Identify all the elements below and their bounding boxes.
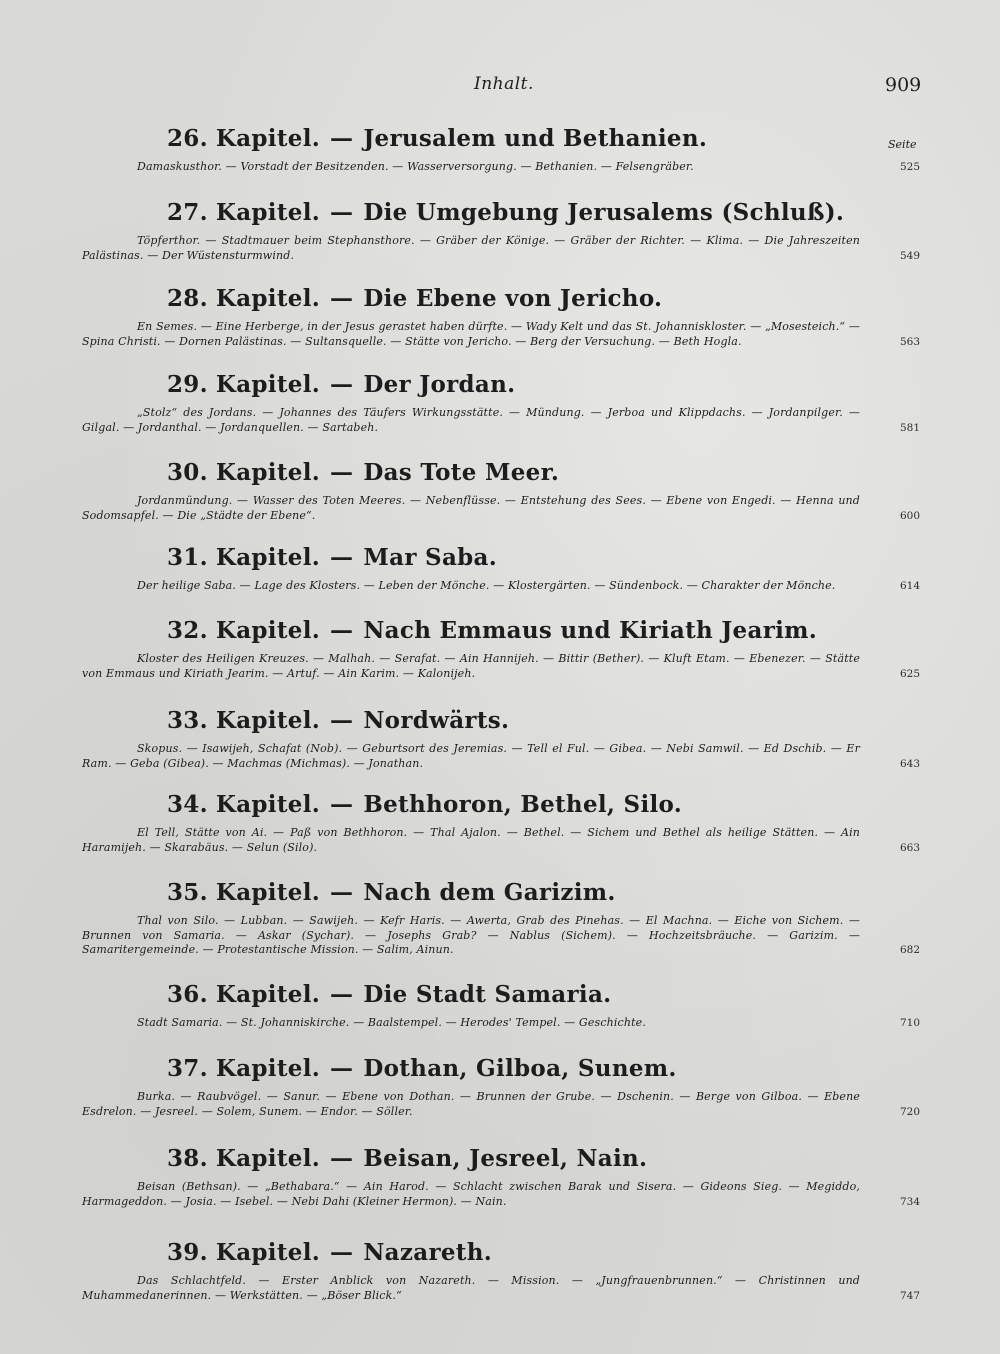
chapter-entry	[82, 122, 920, 175]
chapter-page-number: 614	[899, 580, 920, 592]
chapter-heading	[167, 1236, 920, 1270]
chapter-entry	[82, 1142, 920, 1209]
chapter-number: 31.	[167, 544, 208, 571]
chapter-dash: —	[330, 285, 354, 312]
chapter-dash: —	[330, 1239, 354, 1266]
chapter-kapitel-label: Kapitel.	[215, 707, 321, 734]
chapter-kapitel-label: Kapitel.	[215, 981, 321, 1008]
chapter-heading	[167, 456, 920, 490]
chapter-heading	[167, 876, 920, 910]
chapter-summary: Damaskusthor. — Vorstadt der Besitzenden. — Wasserversorgung. — Bethanien. — Felsengräber.	[137, 160, 694, 173]
chapter-number: 37.	[167, 1055, 208, 1082]
chapter-dash: —	[330, 544, 354, 571]
chapter-dash: —	[330, 1145, 354, 1172]
chapter-dash: —	[330, 981, 354, 1008]
chapter-summary: Töpferthor. — Stadtmauer beim Stephansthore. — Gräber der Könige. — Gräber der Richter. — Klima. — Die Jahreszeiten Palästinas. — Der Wüstensturmwind.	[82, 234, 860, 262]
chapter-entry	[82, 282, 920, 349]
chapter-page-number: 525	[899, 161, 920, 173]
chapter-body	[82, 579, 920, 594]
chapter-summary: Der heilige Saba. — Lage des Klosters. — Leben der Mönche. — Klostergärten. — Sündenbock. — Charakter der Mönche.	[137, 579, 836, 592]
chapter-number: 32.	[167, 617, 208, 644]
chapter-number: 26.	[167, 125, 208, 152]
chapter-body	[82, 914, 920, 958]
chapter-title: Die Stadt Samaria.	[363, 981, 612, 1008]
chapter-body	[82, 1090, 920, 1119]
chapter-kapitel-label: Kapitel.	[215, 125, 321, 152]
running-title: Inhalt.	[474, 74, 534, 94]
chapter-summary: El Tell, Stätte von Ai. — Paß von Bethhoron. — Thal Ajalon. — Bethel. — Sichem und Bethel als heilige Stätten. — Ain Haramijeh. — Skarabäus. — Selun (Silo).	[82, 826, 860, 854]
chapter-title: Nordwärts.	[363, 707, 510, 734]
chapter-entry	[82, 876, 920, 958]
chapter-number: 33.	[167, 707, 208, 734]
chapter-number: 39.	[167, 1239, 208, 1266]
chapter-summary: Das Schlachtfeld. — Erster Anblick von Nazareth. — Mission. — „Jungfrauenbrunnen.“ — Christinnen und Muhammedanerinnen. — Werkstätten. — „Böser Blick.“	[82, 1274, 860, 1302]
chapter-kapitel-label: Kapitel.	[215, 544, 321, 571]
chapter-summary: Skopus. — Isawijeh, Schafat (Nob). — Geburtsort des Jeremias. — Tell el Ful. — Gibea. — Nebi Samwil. — Ed Dschib. — Er Ram. — Geba (Gibea). — Machmas (Michmas). — Jonathan.	[82, 742, 860, 770]
chapter-heading	[167, 541, 920, 575]
chapter-entry	[82, 704, 920, 771]
chapter-kapitel-label: Kapitel.	[215, 879, 321, 906]
chapter-page-number: 734	[899, 1195, 920, 1208]
chapter-kapitel-label: Kapitel.	[215, 459, 321, 486]
chapter-kapitel-label: Kapitel.	[215, 1145, 321, 1172]
chapter-dash: —	[330, 791, 354, 818]
chapter-page-number: 663	[899, 841, 920, 854]
seite-column-label: Seite	[888, 138, 917, 151]
chapter-title: Das Tote Meer.	[363, 459, 560, 486]
chapter-number: 34.	[167, 791, 208, 818]
chapter-title: Bethhoron, Bethel, Silo.	[363, 791, 683, 818]
chapter-page-number: 563	[899, 335, 920, 348]
chapter-entry	[82, 1236, 920, 1303]
chapter-body	[82, 234, 920, 263]
chapter-kapitel-label: Kapitel.	[215, 1055, 321, 1082]
chapter-dash: —	[330, 1055, 354, 1082]
chapter-title: Der Jordan.	[363, 371, 516, 398]
chapter-title: Nach Emmaus und Kiriath Jearim.	[363, 617, 818, 644]
chapter-entry	[82, 368, 920, 435]
chapter-kapitel-label: Kapitel.	[215, 617, 321, 644]
chapter-dash: —	[330, 459, 354, 486]
chapter-summary: Thal von Silo. — Lubban. — Sawijeh. — Kefr Haris. — Awerta, Grab des Pinehas. — El Machna. — Eiche von Sichem. — Brunnen von Samaria. — Askar (Sychar). — Josephs Grab? — Nablus (Sichem). — Hochzeitsbräuche. — Garizim. — Samaritergemeinde. — Protestantische Mission. — Salim, Ainun.	[82, 914, 860, 956]
chapter-heading	[167, 704, 920, 738]
chapter-body	[82, 1180, 920, 1209]
chapter-kapitel-label: Kapitel.	[215, 199, 321, 226]
chapter-heading	[167, 196, 920, 230]
chapter-page-number: 625	[899, 667, 920, 680]
chapter-title: Mar Saba.	[363, 544, 498, 571]
chapter-dash: —	[330, 371, 354, 398]
chapter-page-number: 643	[899, 757, 920, 770]
chapter-title: Nazareth.	[363, 1239, 493, 1266]
chapter-number: 35.	[167, 879, 208, 906]
chapter-summary: Burka. — Raubvögel. — Sanur. — Ebene von Dothan. — Brunnen der Grube. — Dschenin. — Berge von Gilboa. — Ebene Esdrelon. — Jesreel. — Solem, Sunem. — Endor. — Söller.	[82, 1090, 860, 1118]
chapter-body	[82, 320, 920, 349]
chapter-page-number: 720	[899, 1105, 920, 1118]
chapter-page-number: 710	[899, 1017, 920, 1029]
chapter-entry	[82, 196, 920, 263]
chapter-summary: En Semes. — Eine Herberge, in der Jesus gerastet haben dürfte. — Wady Kelt und das St. Johanniskloster. — „Mosesteich.“ — Spina Christi. — Dornen Palästinas. — Sultansquelle. — Stätte von Jericho. — Berg der Versuchung. — Beth Hogla.	[82, 320, 860, 348]
chapter-dash: —	[330, 125, 354, 152]
chapter-kapitel-label: Kapitel.	[215, 285, 321, 312]
chapter-entry	[82, 614, 920, 681]
chapter-page-number: 682	[899, 944, 920, 956]
chapter-page-number: 600	[899, 509, 920, 522]
chapter-heading	[167, 978, 920, 1012]
chapter-heading	[167, 368, 920, 402]
chapter-kapitel-label: Kapitel.	[215, 791, 321, 818]
chapter-dash: —	[330, 879, 354, 906]
chapter-body	[82, 652, 920, 681]
chapter-summary: Beisan (Bethsan). — „Bethabara.“ — Ain Harod. — Schlacht zwischen Barak und Sisera. — Gideons Sieg. — Megiddo, Harmageddon. — Josia. — Isebel. — Nebi Dahi (Kleiner Hermon). — Nain.	[82, 1180, 860, 1208]
chapter-title: Die Umgebung Jerusalems (Schluß).	[363, 199, 845, 226]
chapter-number: 38.	[167, 1145, 208, 1172]
chapter-number: 36.	[167, 981, 208, 1008]
chapter-title: Beisan, Jesreel, Nain.	[363, 1145, 648, 1172]
chapter-summary: Jordanmündung. — Wasser des Toten Meeres. — Nebenflüsse. — Entstehung des Sees. — Ebene von Engedi. — Henna und Sodomsapfel. — Die „Städte der Ebene“.	[82, 494, 860, 522]
chapter-entry	[82, 1052, 920, 1119]
chapter-number: 27.	[167, 199, 208, 226]
chapter-heading	[167, 614, 920, 648]
chapter-body	[82, 742, 920, 771]
chapter-kapitel-label: Kapitel.	[215, 371, 321, 398]
chapter-page-number: 549	[899, 249, 920, 262]
chapter-number: 29.	[167, 371, 208, 398]
chapter-heading	[167, 788, 920, 822]
chapter-body	[82, 826, 920, 855]
chapter-body	[82, 1016, 920, 1031]
chapter-body	[82, 406, 920, 435]
chapter-summary: Kloster des Heiligen Kreuzes. — Malhah. — Serafat. — Ain Hannijeh. — Bittir (Bether). — Kluft Etam. — Ebenezer. — Stätte von Emmaus und Kiriath Jearim. — Artuf. — Ain Karim. — Kalonijeh.	[82, 652, 860, 680]
chapter-body	[82, 1274, 920, 1303]
chapter-entry	[82, 541, 920, 594]
chapter-heading	[167, 1052, 920, 1086]
chapter-page-number: 747	[899, 1289, 920, 1302]
chapter-heading	[167, 1142, 920, 1176]
chapter-dash: —	[330, 617, 354, 644]
chapter-title: Nach dem Garizim.	[363, 879, 616, 906]
chapter-dash: —	[330, 199, 354, 226]
chapter-number: 28.	[167, 285, 208, 312]
chapter-title: Die Ebene von Jericho.	[363, 285, 663, 312]
chapter-body	[82, 494, 920, 523]
chapter-heading	[167, 122, 920, 156]
chapter-body	[82, 160, 920, 175]
chapter-summary: „Stolz“ des Jordans. — Johannes des Täufers Wirkungsstätte. — Mündung. — Jerboa und Klippdachs. — Jordanpilger. — Gilgal. — Jordanthal. — Jordanquellen. — Sartabeh.	[82, 406, 860, 434]
chapter-kapitel-label: Kapitel.	[215, 1239, 321, 1266]
chapter-entry	[82, 456, 920, 523]
page-number: 909	[885, 74, 922, 96]
chapter-entry	[82, 788, 920, 855]
chapter-title: Dothan, Gilboa, Sunem.	[363, 1055, 677, 1082]
chapter-heading	[167, 282, 920, 316]
chapter-entry	[82, 978, 920, 1031]
chapter-page-number: 581	[899, 421, 920, 434]
chapter-number: 30.	[167, 459, 208, 486]
chapter-title: Jerusalem und Bethanien.	[363, 125, 708, 152]
running-head	[0, 74, 1000, 98]
chapter-summary: Stadt Samaria. — St. Johanniskirche. — Baalstempel. — Herodes' Tempel. — Geschichte.	[137, 1016, 646, 1029]
chapter-dash: —	[330, 707, 354, 734]
